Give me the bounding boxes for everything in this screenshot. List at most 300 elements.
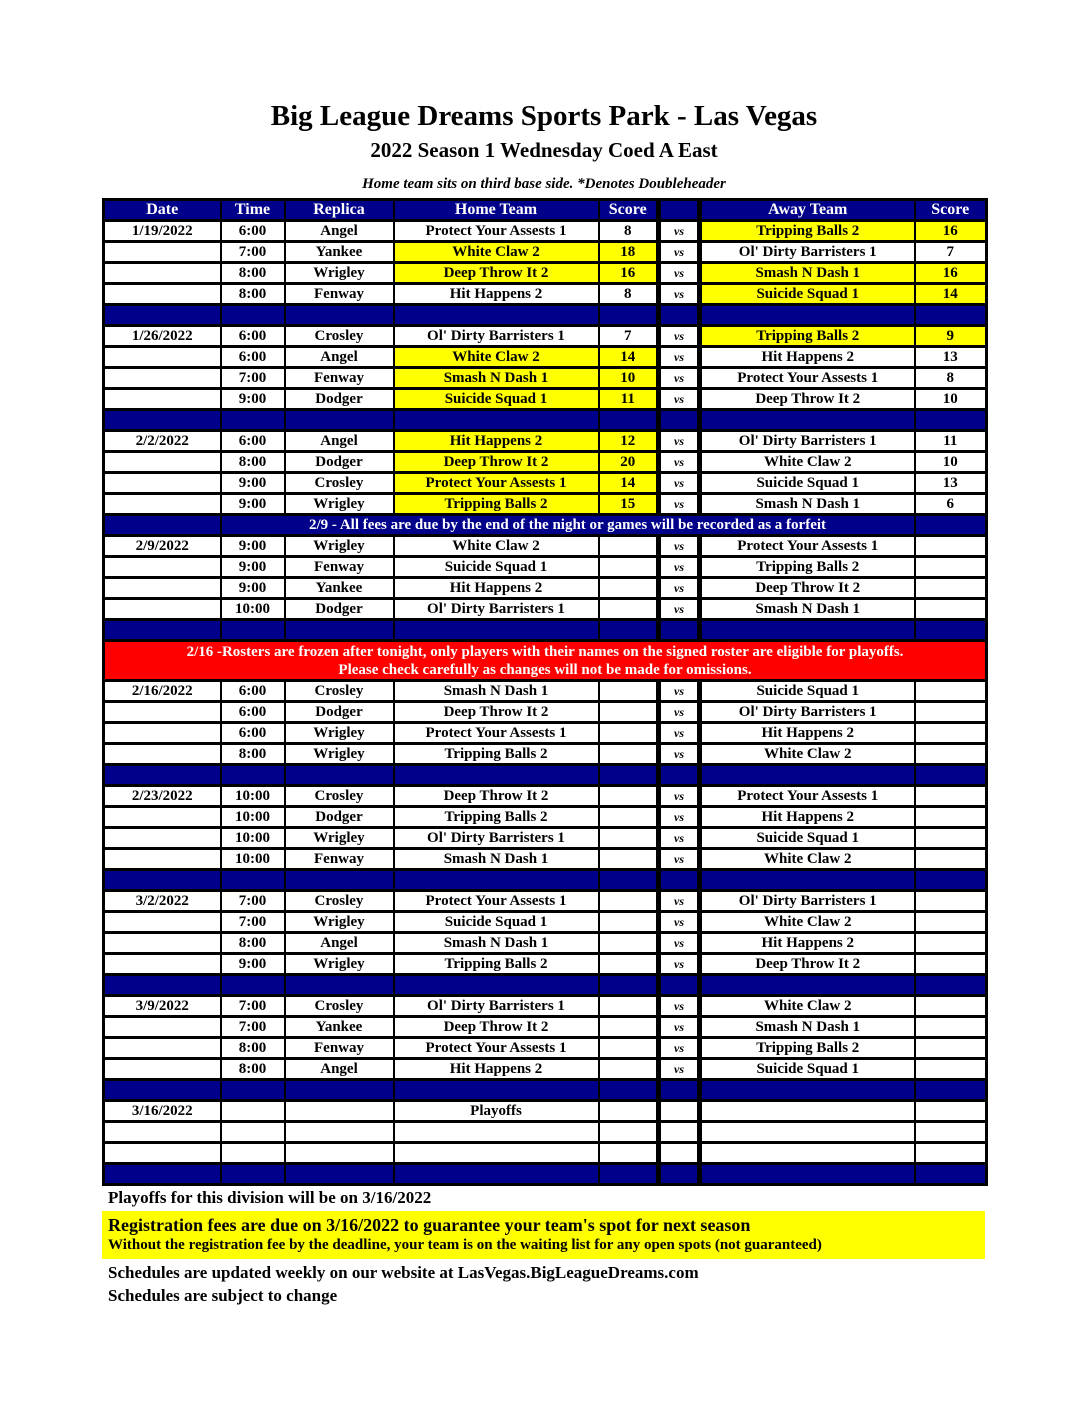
- away-score-cell: [915, 1122, 987, 1143]
- separator-cell: [659, 975, 700, 996]
- vs-cell: vs: [659, 284, 700, 305]
- vs-cell: vs: [659, 557, 700, 578]
- home-team-cell: Hit Happens 2: [394, 1059, 599, 1080]
- game-row: [104, 744, 987, 765]
- away-team-cell: White Claw 2: [700, 849, 915, 870]
- separator-cell: [104, 305, 221, 326]
- game-row: [104, 431, 987, 452]
- separator-row: [104, 1080, 987, 1101]
- separator-cell: [221, 1164, 285, 1185]
- home-team-cell: Tripping Balls 2: [394, 807, 599, 828]
- vs-cell: [659, 1101, 700, 1122]
- time-cell: 8:00: [221, 933, 285, 954]
- home-score-cell: 14: [599, 473, 659, 494]
- vs-cell: vs: [659, 1059, 700, 1080]
- separator-cell: [104, 620, 221, 641]
- separator-cell: [285, 410, 394, 431]
- game-row: [104, 389, 987, 410]
- separator-cell: [285, 620, 394, 641]
- away-team-cell: Hit Happens 2: [700, 933, 915, 954]
- game-row: [104, 242, 987, 263]
- home-score-cell: 11: [599, 389, 659, 410]
- away-score-cell: [915, 557, 987, 578]
- vs-cell: vs: [659, 473, 700, 494]
- separator-row: [104, 620, 987, 641]
- away-team-cell: [700, 1143, 915, 1164]
- separator-cell: [221, 620, 285, 641]
- away-team-cell: [700, 1122, 915, 1143]
- time-cell: [221, 1143, 285, 1164]
- vs-cell: vs: [659, 347, 700, 368]
- away-score-cell: [915, 1017, 987, 1038]
- date-cell: 3/2/2022: [104, 891, 221, 912]
- separator-cell: [104, 1164, 221, 1185]
- fees-notice-row: [104, 515, 987, 536]
- date-cell: [104, 452, 221, 473]
- time-cell: 8:00: [221, 263, 285, 284]
- time-cell: 9:00: [221, 578, 285, 599]
- date-cell: [104, 284, 221, 305]
- replica-cell: Crosley: [285, 681, 394, 702]
- time-cell: 8:00: [221, 452, 285, 473]
- away-score-cell: 16: [915, 263, 987, 284]
- vs-cell: vs: [659, 996, 700, 1017]
- away-team-cell: Deep Throw It 2: [700, 578, 915, 599]
- replica-cell: Yankee: [285, 578, 394, 599]
- away-team-cell: Ol' Dirty Barristers 1: [700, 431, 915, 452]
- away-score-cell: [915, 599, 987, 620]
- separator-cell: [221, 410, 285, 431]
- away-score-cell: [915, 996, 987, 1017]
- time-cell: 9:00: [221, 557, 285, 578]
- column-header: Home Team: [394, 200, 599, 221]
- separator-cell: [700, 410, 915, 431]
- vs-cell: vs: [659, 723, 700, 744]
- separator-cell: [700, 975, 915, 996]
- date-cell: [104, 389, 221, 410]
- separator-cell: [700, 305, 915, 326]
- game-row: [104, 807, 987, 828]
- home-score-cell: [599, 578, 659, 599]
- column-header: Date: [104, 200, 221, 221]
- time-cell: 10:00: [221, 828, 285, 849]
- time-cell: 7:00: [221, 891, 285, 912]
- separator-cell: [221, 870, 285, 891]
- replica-cell: Dodger: [285, 599, 394, 620]
- replica-cell: Angel: [285, 221, 394, 242]
- replica-cell: Angel: [285, 347, 394, 368]
- vs-cell: vs: [659, 263, 700, 284]
- game-row: [104, 786, 987, 807]
- home-team-cell: Smash N Dash 1: [394, 368, 599, 389]
- replica-cell: Crosley: [285, 473, 394, 494]
- separator-cell: [394, 765, 599, 786]
- game-row: [104, 1059, 987, 1080]
- away-team-cell: White Claw 2: [700, 452, 915, 473]
- home-team-cell: Protect Your Assests 1: [394, 221, 599, 242]
- separator-cell: [599, 305, 659, 326]
- footer-notes: [102, 1186, 985, 1307]
- game-row: [104, 702, 987, 723]
- vs-cell: vs: [659, 389, 700, 410]
- game-row: [104, 849, 987, 870]
- time-cell: 10:00: [221, 849, 285, 870]
- date-cell: [104, 912, 221, 933]
- separator-cell: [285, 1080, 394, 1101]
- home-team-cell: Smash N Dash 1: [394, 681, 599, 702]
- date-cell: [104, 807, 221, 828]
- separator-row: [104, 870, 987, 891]
- separator-cell: [700, 1080, 915, 1101]
- replica-cell: Crosley: [285, 996, 394, 1017]
- home-team-cell: Suicide Squad 1: [394, 557, 599, 578]
- date-cell: [104, 744, 221, 765]
- separator-cell: [599, 620, 659, 641]
- subject-to-change-note: Schedules are subject to change: [108, 1286, 338, 1305]
- separator-cell: [394, 975, 599, 996]
- home-team-cell: Deep Throw It 2: [394, 452, 599, 473]
- empty-row: [104, 1143, 987, 1164]
- date-cell: [104, 702, 221, 723]
- time-cell: 9:00: [221, 494, 285, 515]
- replica-cell: Crosley: [285, 326, 394, 347]
- date-cell: [104, 599, 221, 620]
- date-cell: [104, 849, 221, 870]
- game-row: [104, 933, 987, 954]
- vs-cell: vs: [659, 242, 700, 263]
- replica-cell: [285, 1122, 394, 1143]
- away-team-cell: Ol' Dirty Barristers 1: [700, 702, 915, 723]
- date-cell: [104, 347, 221, 368]
- away-score-cell: [915, 578, 987, 599]
- date-cell: [104, 578, 221, 599]
- separator-cell: [394, 620, 599, 641]
- game-row: [104, 599, 987, 620]
- away-team-cell: Suicide Squad 1: [700, 828, 915, 849]
- date-cell: 3/9/2022: [104, 996, 221, 1017]
- separator-cell: [394, 1080, 599, 1101]
- home-score-cell: 16: [599, 263, 659, 284]
- home-score-cell: 10: [599, 368, 659, 389]
- away-team-cell: Hit Happens 2: [700, 347, 915, 368]
- away-team-cell: White Claw 2: [700, 996, 915, 1017]
- home-team-cell: Deep Throw It 2: [394, 1017, 599, 1038]
- column-header: Score: [915, 200, 987, 221]
- separator-cell: [104, 975, 221, 996]
- game-row: [104, 536, 987, 557]
- separator-cell: [915, 765, 987, 786]
- home-team-cell: Ol' Dirty Barristers 1: [394, 599, 599, 620]
- date-cell: [104, 368, 221, 389]
- home-team-cell: [394, 1122, 599, 1143]
- home-score-cell: [599, 536, 659, 557]
- time-cell: 6:00: [221, 221, 285, 242]
- fees-notice-text: 2/9 - All fees are due by the end of the night or games will be recorded as a forfeit: [221, 515, 915, 536]
- vs-cell: vs: [659, 326, 700, 347]
- home-team-cell: Deep Throw It 2: [394, 786, 599, 807]
- empty-row: [104, 1122, 987, 1143]
- vs-cell: vs: [659, 681, 700, 702]
- home-score-cell: 20: [599, 452, 659, 473]
- game-row: [104, 681, 987, 702]
- game-row: [104, 723, 987, 744]
- website-note: Schedules are updated weekly on our website at LasVegas.BigLeagueDreams.com: [108, 1263, 699, 1282]
- separator-cell: [915, 870, 987, 891]
- replica-cell: Wrigley: [285, 744, 394, 765]
- replica-cell: Wrigley: [285, 912, 394, 933]
- separator-row: [104, 765, 987, 786]
- separator-cell: [659, 410, 700, 431]
- separator-cell: [700, 870, 915, 891]
- away-score-cell: 13: [915, 347, 987, 368]
- home-team-cell: Protect Your Assests 1: [394, 1038, 599, 1059]
- date-cell: [104, 1122, 221, 1143]
- away-team-cell: Smash N Dash 1: [700, 1017, 915, 1038]
- home-team-cell: Suicide Squad 1: [394, 389, 599, 410]
- replica-cell: Angel: [285, 933, 394, 954]
- away-team-cell: Tripping Balls 2: [700, 326, 915, 347]
- home-score-cell: [599, 996, 659, 1017]
- roster-freeze-line: Please check carefully as changes will not be made for omissions.: [338, 661, 752, 678]
- separator-cell: [104, 870, 221, 891]
- separator-cell: [915, 1164, 987, 1185]
- time-cell: 6:00: [221, 326, 285, 347]
- separator-cell: [285, 870, 394, 891]
- time-cell: 6:00: [221, 681, 285, 702]
- home-score-cell: [599, 786, 659, 807]
- replica-cell: Dodger: [285, 702, 394, 723]
- away-score-cell: [915, 681, 987, 702]
- home-score-cell: [599, 1143, 659, 1164]
- home-team-cell: Smash N Dash 1: [394, 933, 599, 954]
- home-score-cell: [599, 702, 659, 723]
- away-team-cell: Hit Happens 2: [700, 723, 915, 744]
- column-header: Score: [599, 200, 659, 221]
- separator-cell: [599, 870, 659, 891]
- time-cell: 7:00: [221, 242, 285, 263]
- date-cell: [104, 1059, 221, 1080]
- home-score-cell: 8: [599, 284, 659, 305]
- separator-cell: [915, 620, 987, 641]
- separator-cell: [659, 1080, 700, 1101]
- date-cell: 1/26/2022: [104, 326, 221, 347]
- time-cell: [221, 1101, 285, 1122]
- vs-column-header: [659, 200, 700, 221]
- replica-cell: Dodger: [285, 807, 394, 828]
- home-team-cell: [394, 1143, 599, 1164]
- home-score-cell: [599, 828, 659, 849]
- time-cell: 10:00: [221, 786, 285, 807]
- away-score-cell: [915, 723, 987, 744]
- separator-cell: [104, 1080, 221, 1101]
- time-cell: 9:00: [221, 389, 285, 410]
- away-team-cell: Ol' Dirty Barristers 1: [700, 891, 915, 912]
- home-team-cell: Hit Happens 2: [394, 578, 599, 599]
- time-cell: 7:00: [221, 368, 285, 389]
- vs-cell: vs: [659, 891, 700, 912]
- vs-cell: [659, 1122, 700, 1143]
- separator-cell: [659, 870, 700, 891]
- away-score-cell: [915, 1038, 987, 1059]
- away-score-cell: 16: [915, 221, 987, 242]
- separator-cell: [285, 305, 394, 326]
- game-row: [104, 1017, 987, 1038]
- home-team-cell: Tripping Balls 2: [394, 494, 599, 515]
- away-team-cell: Protect Your Assests 1: [700, 786, 915, 807]
- time-cell: 7:00: [221, 1017, 285, 1038]
- replica-cell: Yankee: [285, 1017, 394, 1038]
- date-cell: [104, 242, 221, 263]
- game-row: [104, 221, 987, 242]
- date-cell: [104, 933, 221, 954]
- separator-cell: [285, 765, 394, 786]
- home-team-cell: Protect Your Assests 1: [394, 723, 599, 744]
- away-score-cell: 11: [915, 431, 987, 452]
- separator-cell: [700, 765, 915, 786]
- away-score-cell: [915, 807, 987, 828]
- vs-cell: vs: [659, 954, 700, 975]
- separator-cell: [394, 410, 599, 431]
- away-team-cell: Smash N Dash 1: [700, 263, 915, 284]
- vs-cell: vs: [659, 221, 700, 242]
- away-team-cell: Tripping Balls 2: [700, 221, 915, 242]
- home-score-cell: [599, 681, 659, 702]
- away-team-cell: Deep Throw It 2: [700, 954, 915, 975]
- separator-cell: [104, 515, 221, 536]
- away-team-cell: [700, 1101, 915, 1122]
- time-cell: 10:00: [221, 599, 285, 620]
- header-row: [104, 200, 987, 221]
- vs-cell: vs: [659, 494, 700, 515]
- home-score-cell: [599, 807, 659, 828]
- vs-cell: vs: [659, 1017, 700, 1038]
- date-cell: [104, 557, 221, 578]
- home-score-cell: [599, 599, 659, 620]
- home-team-cell: Protect Your Assests 1: [394, 891, 599, 912]
- game-row: [104, 996, 987, 1017]
- away-score-cell: [915, 536, 987, 557]
- away-score-cell: 14: [915, 284, 987, 305]
- roster-freeze-notice-row: [104, 641, 987, 681]
- game-row: [104, 473, 987, 494]
- time-cell: 6:00: [221, 723, 285, 744]
- home-score-cell: [599, 912, 659, 933]
- away-team-cell: Tripping Balls 2: [700, 557, 915, 578]
- time-cell: 8:00: [221, 284, 285, 305]
- home-score-cell: [599, 1122, 659, 1143]
- separator-row: [104, 1164, 987, 1185]
- away-team-cell: Hit Happens 2: [700, 807, 915, 828]
- game-row: [104, 368, 987, 389]
- home-team-cell: Ol' Dirty Barristers 1: [394, 828, 599, 849]
- home-team-cell: Suicide Squad 1: [394, 912, 599, 933]
- schedule-table: [102, 198, 988, 1186]
- date-cell: 2/23/2022: [104, 786, 221, 807]
- time-cell: 8:00: [221, 1038, 285, 1059]
- vs-cell: vs: [659, 599, 700, 620]
- time-cell: 6:00: [221, 431, 285, 452]
- time-cell: 6:00: [221, 702, 285, 723]
- game-row: [104, 284, 987, 305]
- home-team-cell: Protect Your Assests 1: [394, 473, 599, 494]
- vs-cell: vs: [659, 578, 700, 599]
- vs-cell: vs: [659, 536, 700, 557]
- replica-cell: Angel: [285, 431, 394, 452]
- away-team-cell: Protect Your Assests 1: [700, 536, 915, 557]
- away-score-cell: 7: [915, 242, 987, 263]
- game-row: [104, 263, 987, 284]
- home-team-cell: Hit Happens 2: [394, 284, 599, 305]
- away-score-cell: 6: [915, 494, 987, 515]
- date-cell: 3/16/2022: [104, 1101, 221, 1122]
- replica-cell: Yankee: [285, 242, 394, 263]
- away-score-cell: [915, 1101, 987, 1122]
- away-score-cell: 9: [915, 326, 987, 347]
- time-cell: 9:00: [221, 954, 285, 975]
- replica-cell: Fenway: [285, 557, 394, 578]
- home-score-cell: [599, 1059, 659, 1080]
- title-block: [0, 0, 1088, 193]
- vs-cell: vs: [659, 849, 700, 870]
- date-cell: [104, 473, 221, 494]
- separator-cell: [915, 515, 987, 536]
- date-cell: [104, 494, 221, 515]
- vs-cell: vs: [659, 933, 700, 954]
- replica-cell: Wrigley: [285, 828, 394, 849]
- vs-cell: vs: [659, 828, 700, 849]
- replica-cell: Crosley: [285, 891, 394, 912]
- away-score-cell: [915, 891, 987, 912]
- home-team-cell: Ol' Dirty Barristers 1: [394, 996, 599, 1017]
- away-team-cell: Suicide Squad 1: [700, 681, 915, 702]
- separator-cell: [599, 410, 659, 431]
- home-score-cell: [599, 1101, 659, 1122]
- replica-cell: [285, 1101, 394, 1122]
- home-score-cell: [599, 744, 659, 765]
- column-header: Replica: [285, 200, 394, 221]
- vs-cell: vs: [659, 1038, 700, 1059]
- home-score-cell: [599, 933, 659, 954]
- separator-cell: [221, 1080, 285, 1101]
- separator-cell: [599, 975, 659, 996]
- away-score-cell: [915, 1059, 987, 1080]
- season-subtitle: 2022 Season 1 Wednesday Coed A East: [370, 138, 718, 162]
- time-cell: 8:00: [221, 1059, 285, 1080]
- separator-cell: [700, 620, 915, 641]
- away-score-cell: 10: [915, 389, 987, 410]
- separator-cell: [221, 765, 285, 786]
- home-team-cell: Deep Throw It 2: [394, 263, 599, 284]
- date-cell: 1/19/2022: [104, 221, 221, 242]
- away-score-cell: [915, 744, 987, 765]
- away-team-cell: Suicide Squad 1: [700, 1059, 915, 1080]
- away-score-cell: 13: [915, 473, 987, 494]
- separator-cell: [659, 1164, 700, 1185]
- time-cell: 10:00: [221, 807, 285, 828]
- separator-cell: [394, 1164, 599, 1185]
- home-score-cell: [599, 1017, 659, 1038]
- vs-cell: [659, 1143, 700, 1164]
- home-team-cell: Ol' Dirty Barristers 1: [394, 326, 599, 347]
- page-title: Big League Dreams Sports Park - Las Vegas: [270, 100, 818, 132]
- separator-cell: [394, 870, 599, 891]
- game-row: [104, 828, 987, 849]
- separator-cell: [659, 620, 700, 641]
- time-cell: 8:00: [221, 744, 285, 765]
- away-score-cell: [915, 912, 987, 933]
- separator-row: [104, 410, 987, 431]
- home-team-cell: Playoffs: [394, 1101, 599, 1122]
